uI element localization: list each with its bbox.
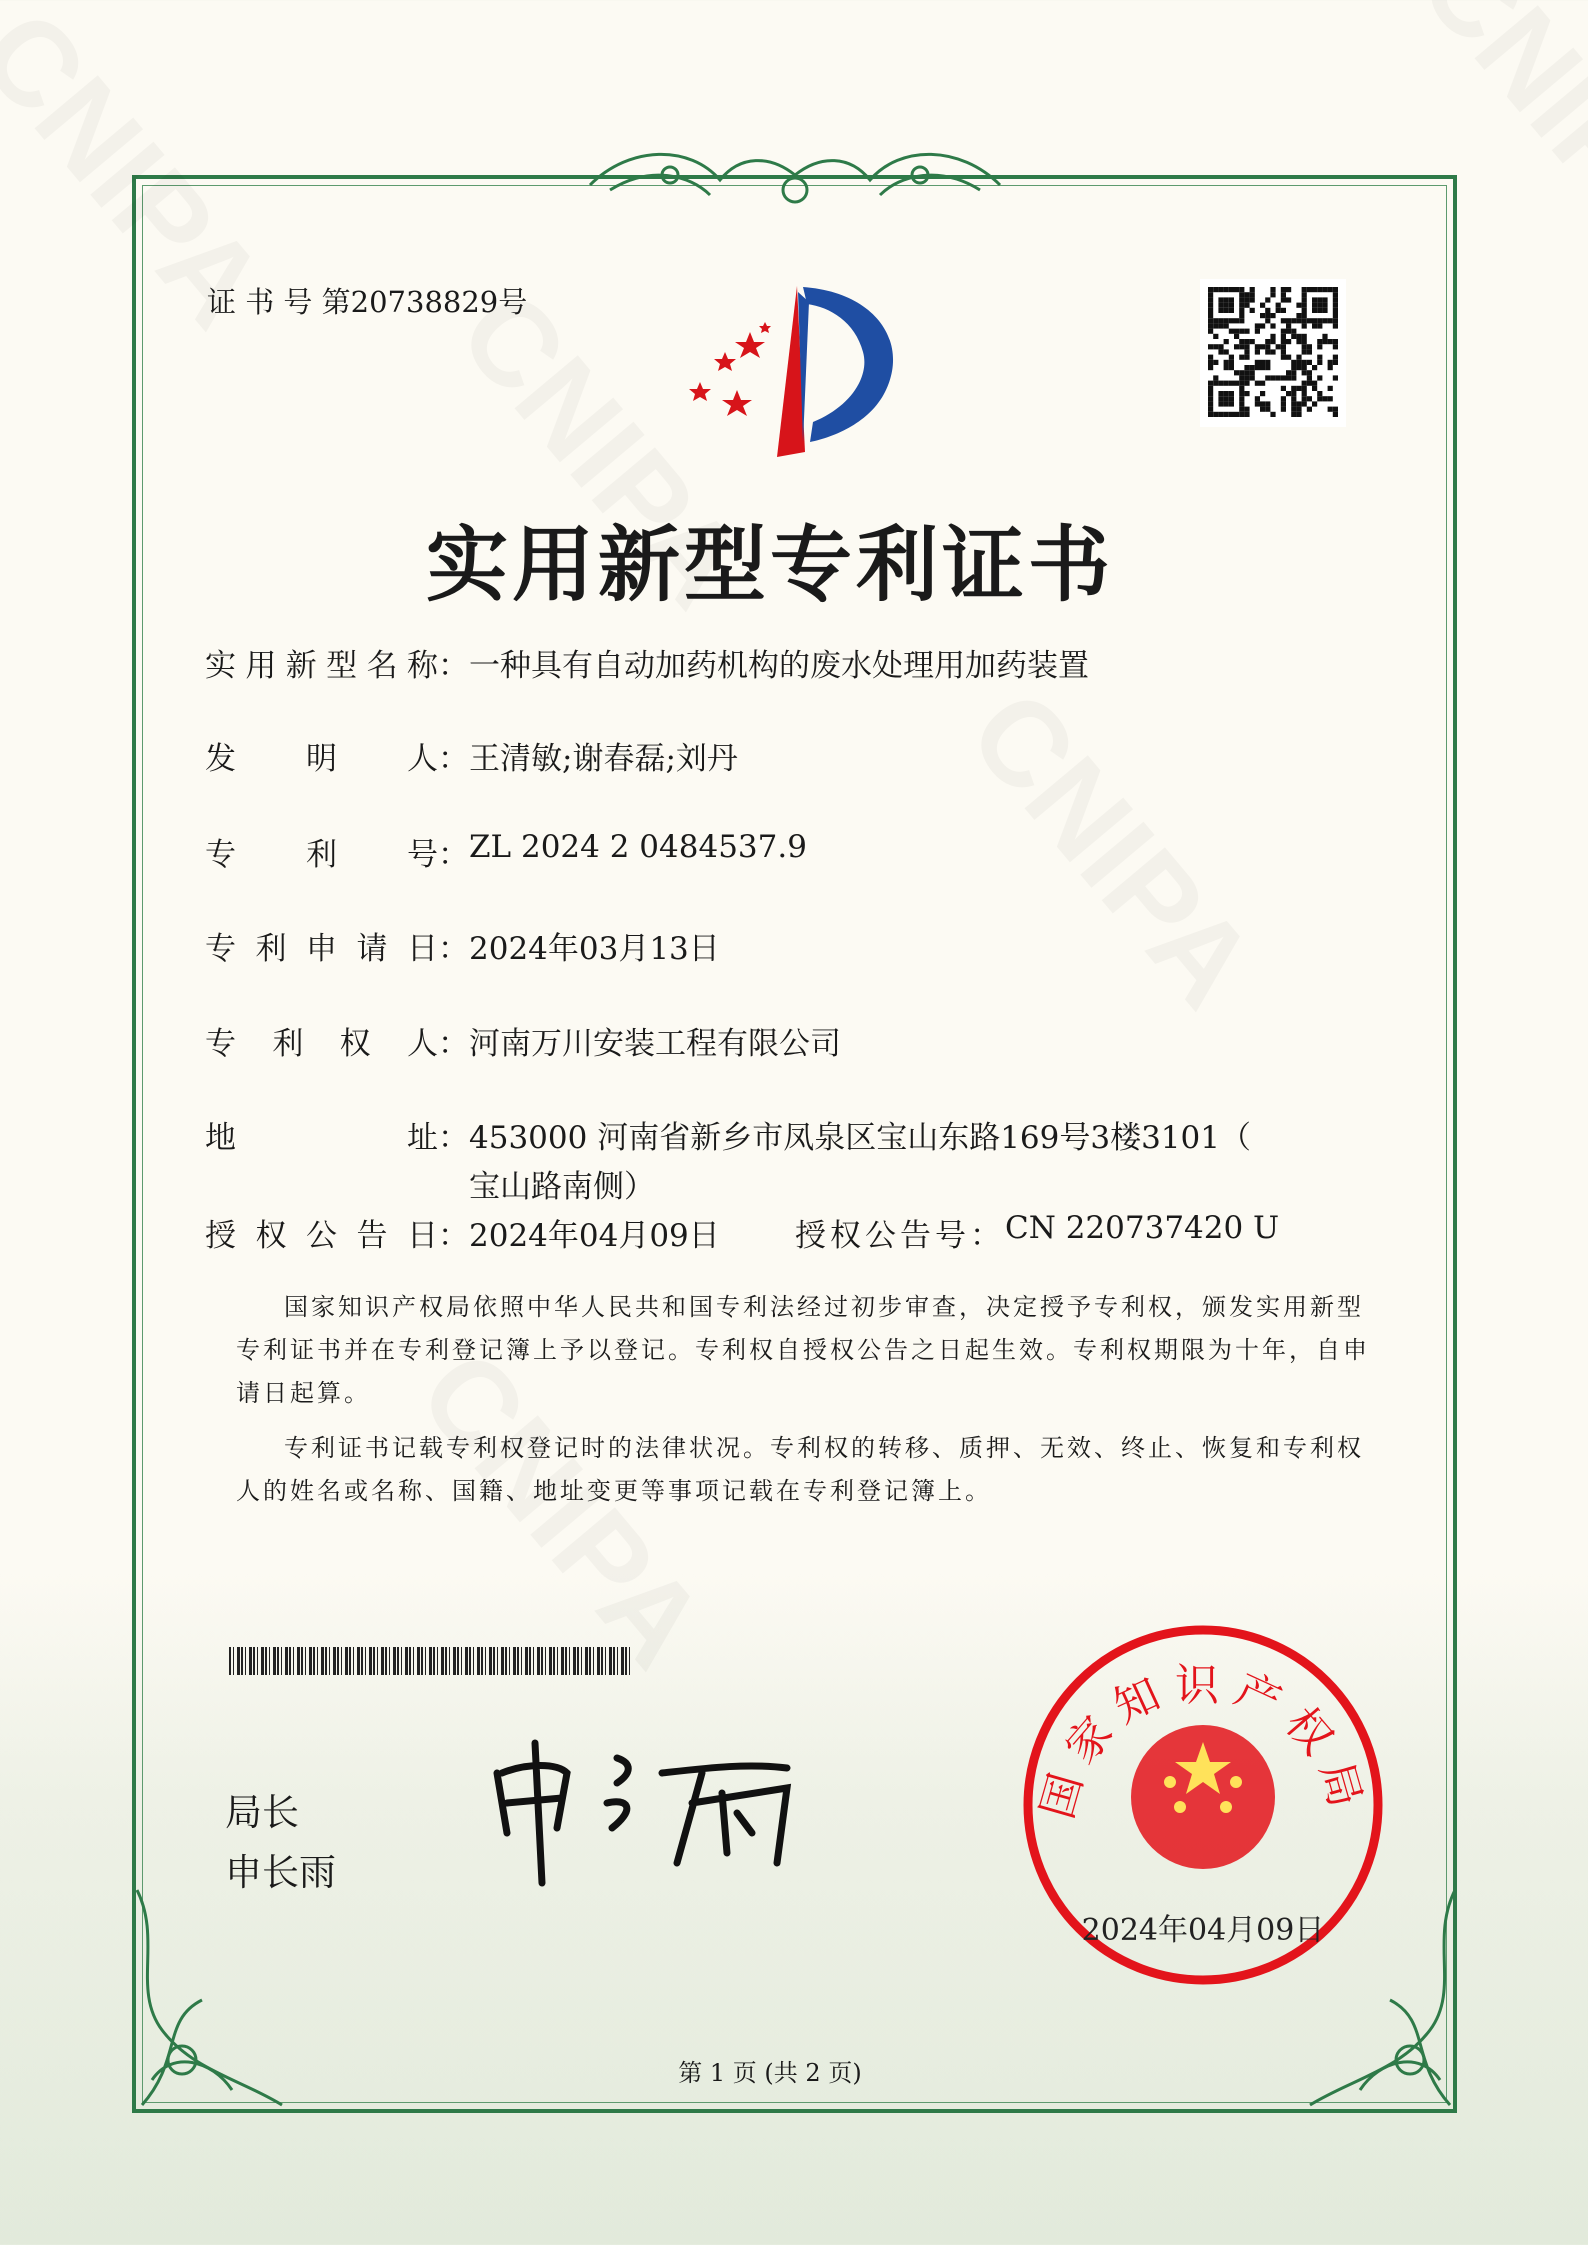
field-value: 王清敏;谢春磊;刘丹 — [469, 741, 738, 777]
certificate-number: 证 书 号 第20738829号 — [207, 285, 528, 319]
field-label: 授 权 公 告 日 — [205, 1218, 438, 1254]
cnipa-logo-icon — [685, 282, 909, 458]
field-value: 2024年04月09日 — [469, 1218, 720, 1254]
field-row: 专 利 权 人 ： 河南万川安装工程有限公司 — [205, 1018, 841, 1063]
seal-text: 国家知识产权局 — [1031, 1659, 1375, 1825]
signature-icon — [487, 1733, 817, 1888]
director-name: 申长雨 — [225, 1851, 336, 1894]
certificate-statement — [236, 1286, 1386, 1525]
announcement-number: 授权公告号： CN 220737420 U — [795, 1210, 1280, 1254]
field-row: 专 利 申 请 日 ： 2024年03月13日 — [205, 923, 720, 968]
field-label: 发 明 人 — [205, 741, 438, 777]
field-row: 授 权 公 告 日 ： 2024年04月09日 — [205, 1210, 720, 1255]
paragraph: 国家知识产权局依照中华人民共和国专利法经过初步审查，决定授予专利权，颁发实用新型专利证书并在专利登记簿上予以登记。专利权自授权公告之日起生效。专利权期限为十年，自申请日起算。 — [236, 1293, 1370, 1407]
page-title: 实用新型专利证书 — [425, 517, 1114, 613]
director-title: 局长 — [225, 1791, 299, 1834]
field-row: 地 址 ： 453000 河南省新乡市凤泉区宝山东路169号3楼3101（ 宝山路南侧） — [205, 1112, 1251, 1206]
barcode — [229, 1647, 630, 1675]
official-seal — [1020, 1622, 1386, 1988]
field-value: 2024年03月13日 — [469, 931, 720, 967]
field-row: 发 明 人 ： 王清敏;谢春磊;刘丹 — [205, 733, 738, 778]
page-number: 第 1 页 (共 2 页) — [678, 2059, 862, 2087]
field-label: 实 用 新 型 名 称 — [205, 648, 438, 684]
field-label: 专 利 申 请 日 — [205, 931, 438, 967]
paragraph: 专利证书记载专利权登记时的法律状况。专利权的转移、质押、无效、终止、恢复和专利权人的姓名或名称、国籍、地址变更等事项记载在专利登记簿上。 — [236, 1434, 1364, 1505]
field-row: 专 利 号 ： ZL 2024 2 0484537.9 — [205, 829, 807, 873]
field-label: 地 址 — [205, 1120, 438, 1156]
field-value: 453000 河南省新乡市凤泉区宝山东路169号3楼3101（ 宝山路南侧） — [469, 1120, 1251, 1205]
field-value: ZL 2024 2 0484537.9 — [469, 829, 807, 865]
field-value: 一种具有自动加药机构的废水处理用加药装置 — [469, 648, 1089, 684]
top-ornament-icon — [570, 135, 1020, 215]
seal-date: 2024年04月09日 — [1081, 1913, 1325, 1948]
qr-code[interactable] — [1200, 279, 1346, 427]
field-row: 实 用 新 型 名 称 ： 一种具有自动加药机构的废水处理用加药装置 — [205, 640, 1089, 685]
field-value: 河南万川安装工程有限公司 — [469, 1026, 841, 1062]
field-label: 专 利 权 人 — [205, 1026, 438, 1062]
field-label: 专 利 号 — [205, 837, 438, 873]
